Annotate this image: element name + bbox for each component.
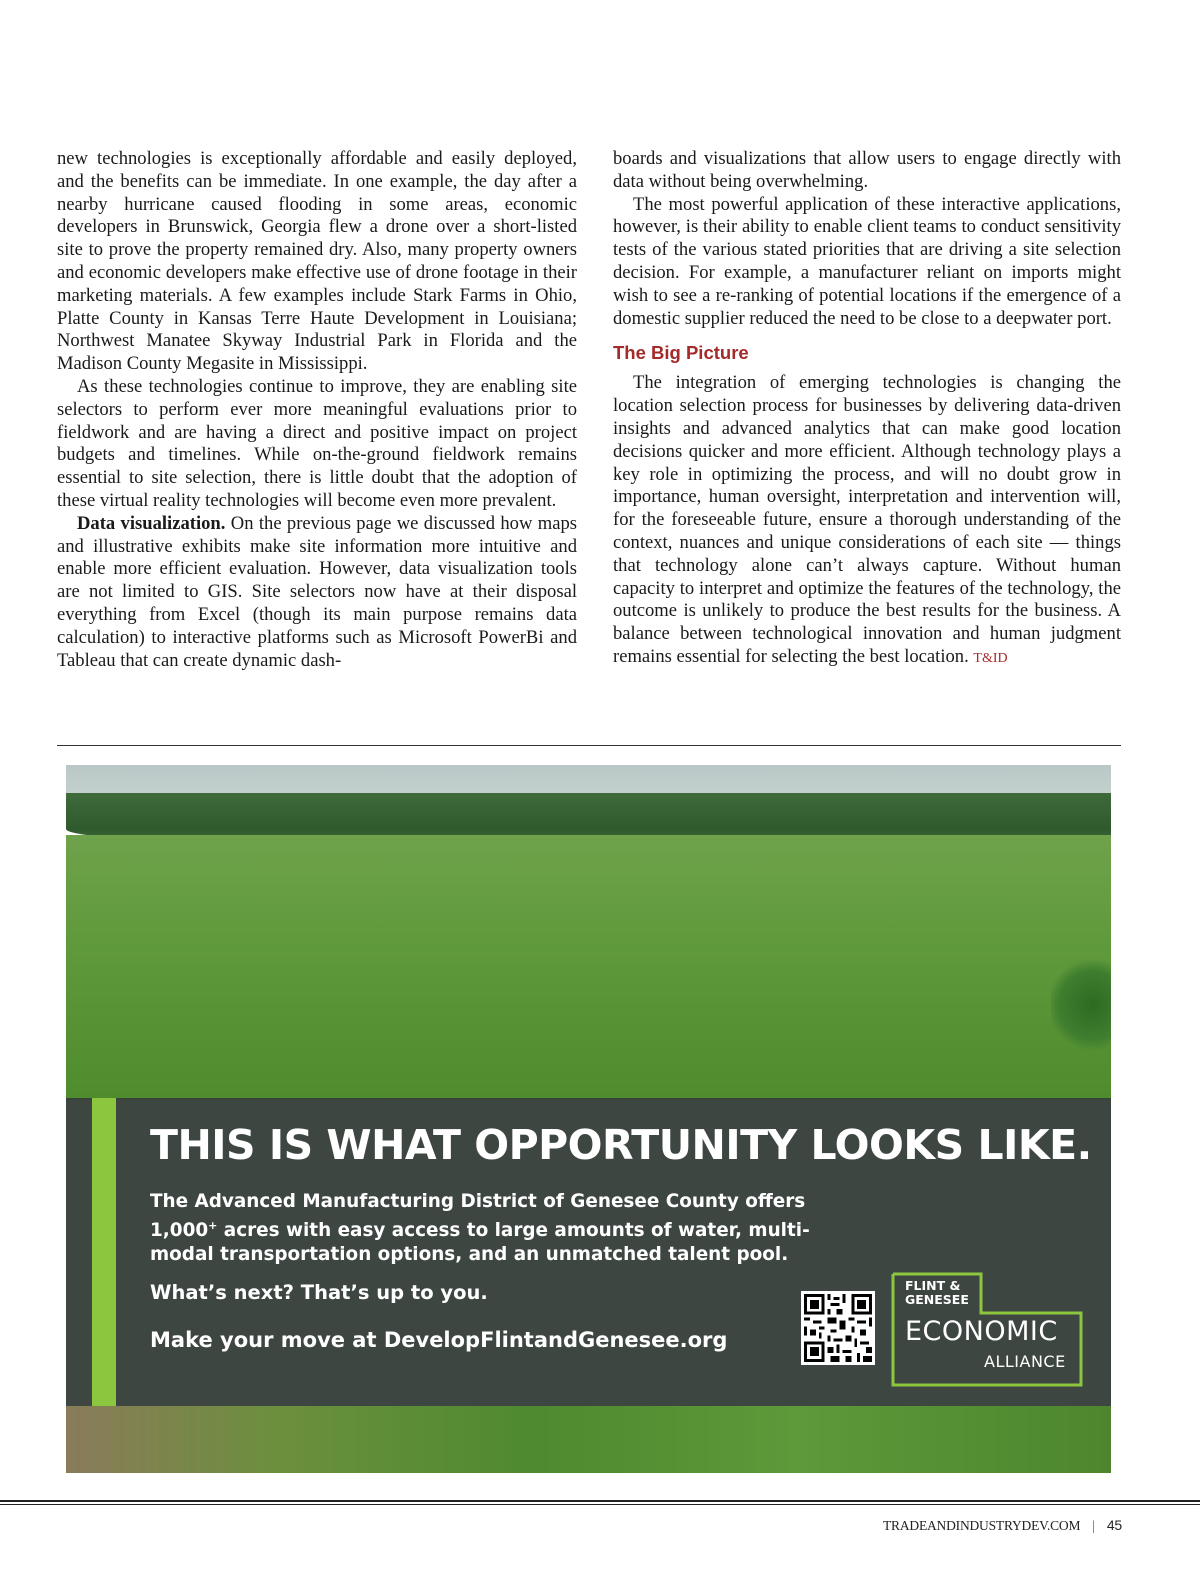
left-column: [57, 148, 577, 672]
ad-acres-value: 1,000: [150, 1220, 209, 1242]
ad-acres-plus: +: [208, 1219, 218, 1232]
logo-small-text: [905, 1279, 969, 1307]
ad-bottom-photo: [66, 1406, 1111, 1473]
logo-alliance: ALLIANCE: [984, 1352, 1066, 1371]
right-column: [613, 148, 1121, 671]
footer-rule-thin: [0, 1504, 1200, 1505]
footer-separator: |: [1092, 1518, 1095, 1533]
footer-site[interactable]: TRADEANDINDUSTRYDEV.COM: [883, 1518, 1081, 1533]
run-in-heading: Data visualization.: [77, 512, 226, 534]
ad-body: [150, 1190, 810, 1267]
left-paragraph-3-text: On the previous page we discussed how maps and illustrative exhibits make site information more intuitive and enable more efficient evaluation. However, data visualization tools are not limited to GIS. Site selectors now have at their disposal everything from Excel (though its main purpose remains data calculation) to interactive platforms such as Microsoft PowerBi and Tableau that can create dynamic dash-: [57, 512, 578, 671]
divider-rule: [57, 745, 1121, 746]
ad-body-line-3: modal transportation options, and an unmatched talent pool.: [150, 1244, 789, 1266]
advertisement[interactable]: [66, 765, 1111, 1473]
footer-rule: [0, 1500, 1200, 1502]
ad-website-link[interactable]: Make your move at DevelopFlintandGenesee.org: [150, 1328, 728, 1352]
logo-economic: ECONOMIC: [905, 1316, 1058, 1347]
ad-body-line-1: The Advanced Manufacturing District of Genesee County offers: [150, 1191, 806, 1212]
left-paragraph-1: new technologies is exceptionally affordable and easily deployed, and the benefits can be immediate. In one example, the day after a nearby hurricane caused flooding in some areas, economic developers in Brunswick, Georgia flew a drone over a short-listed site to prove the property remained dry. Also, many property owners and economic developers make effective use of drone footage in their marketing materials. A few examples include Stark Farms in Ohio, Platte County in Kansas Terre Haute Development in Louisiana; Northwest Manatee Skyway Industrial Park in Florida and the Madison County Megasite in Mississippi.: [57, 148, 577, 375]
right-paragraph-3-text: The integration of emerging technologies is changing the location selection process for businesses by delivering data-driven insights and advanced analytics that can make good location decisions quicker and more efficient. Although technology plays a key role in optimizing the process, and will no doubt grow in importance, human oversight, interpretation and intervention will, for the foreseeable future, ensure a thorough understanding of the context, nuances and unique considerations of each site — things that technology alone can’t always capture. Without human capacity to interpret and optimize the features of the technology, the outcome is unlikely to produce the best results for the business. A balance between technological innovation and human judgment remains essential for selecting the best location.: [613, 372, 1121, 667]
ad-next-line: What’s next? That’s up to you.: [150, 1281, 488, 1304]
ad-field-photo: [66, 835, 1111, 1100]
page-number: 45: [1106, 1517, 1122, 1533]
ad-body-line-2: [150, 1214, 810, 1243]
economic-alliance-logo: [891, 1269, 1086, 1387]
right-paragraph-1: boards and visualizations that allow users to engage directly with data without being overwhelming.: [613, 148, 1121, 192]
ad-tree-cluster: [1051, 960, 1111, 1050]
ad-body-line-2-text: acres with easy access to large amounts of water, multi-: [217, 1220, 810, 1242]
logo-genesee: GENESEE: [905, 1292, 969, 1307]
left-paragraph-2: As these technologies continue to improve, they are enabling site selectors to perform ever more meaningful evaluations prior to fieldwork and are having a direct and positive impact on project budgets and timelines. While on-the-ground fieldwork remains essential to site selection, there is little doubt that the adoption of these virtual reality technologies will become even more prevalent.: [57, 375, 577, 511]
qr-code-icon[interactable]: [801, 1291, 875, 1365]
right-paragraph-2: The most powerful application of these interactive applications, however, is their ability to enable client teams to conduct sensitivity tests of the various stated priorities that are driving a site selection decision. For example, a manufacturer reliant on imports might wish to see a re-ranking of potential locations if the emergence of a domestic supplier reduced the need to be close to a deepwater port.: [613, 193, 1121, 329]
left-paragraph-3: [57, 513, 577, 673]
ad-accent-bar: [92, 1098, 116, 1406]
logo-flint: FLINT &: [905, 1278, 961, 1293]
ad-headline: THIS IS WHAT OPPORTUNITY LOOKS LIKE.: [150, 1121, 1092, 1169]
right-paragraph-3: [613, 372, 1121, 670]
page-footer: [883, 1517, 1122, 1534]
section-heading: The Big Picture: [613, 342, 749, 364]
end-mark: T&ID: [973, 650, 1008, 666]
